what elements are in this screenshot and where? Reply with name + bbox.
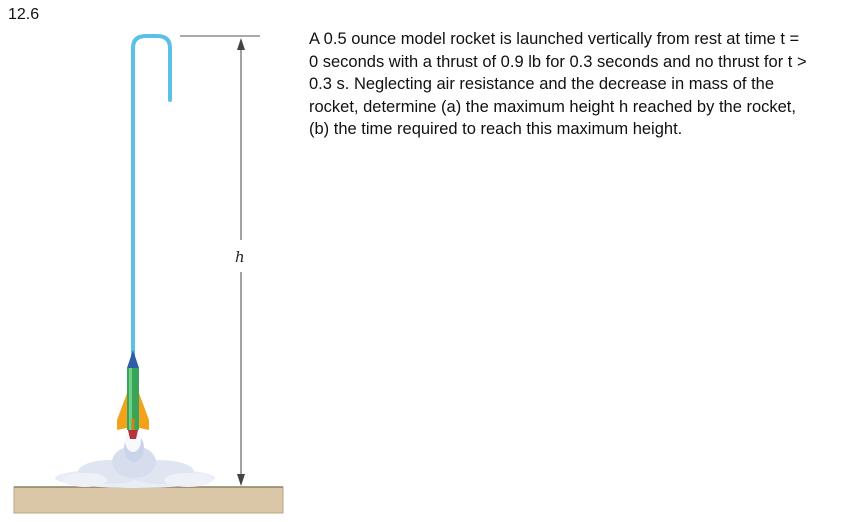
rocket-nose (127, 350, 139, 368)
rocket-fin-right (139, 393, 149, 430)
ground (14, 487, 283, 513)
height-dimension (235, 38, 245, 486)
problem-statement: A 0.5 ounce model rocket is launched vertically from rest at time t = 0 seconds with a thrust of 0.9 lb for 0.3 seconds and no thrust for t > 0.3 s. Neglecting air resistance and the decrease in mass of the rocket, determine (a) the maximum height h reached by the rocket, (b) the time required to reach this maximum height. (309, 30, 807, 138)
rocket-figure (0, 0, 300, 522)
model-rocket (117, 350, 149, 439)
rocket-trail (133, 36, 170, 358)
problem-number: 12.6 (8, 6, 40, 23)
arrow-down-icon (237, 474, 245, 486)
arrow-up-icon (237, 38, 245, 50)
rocket-fin-left (117, 393, 127, 430)
height-label: h (235, 248, 245, 266)
